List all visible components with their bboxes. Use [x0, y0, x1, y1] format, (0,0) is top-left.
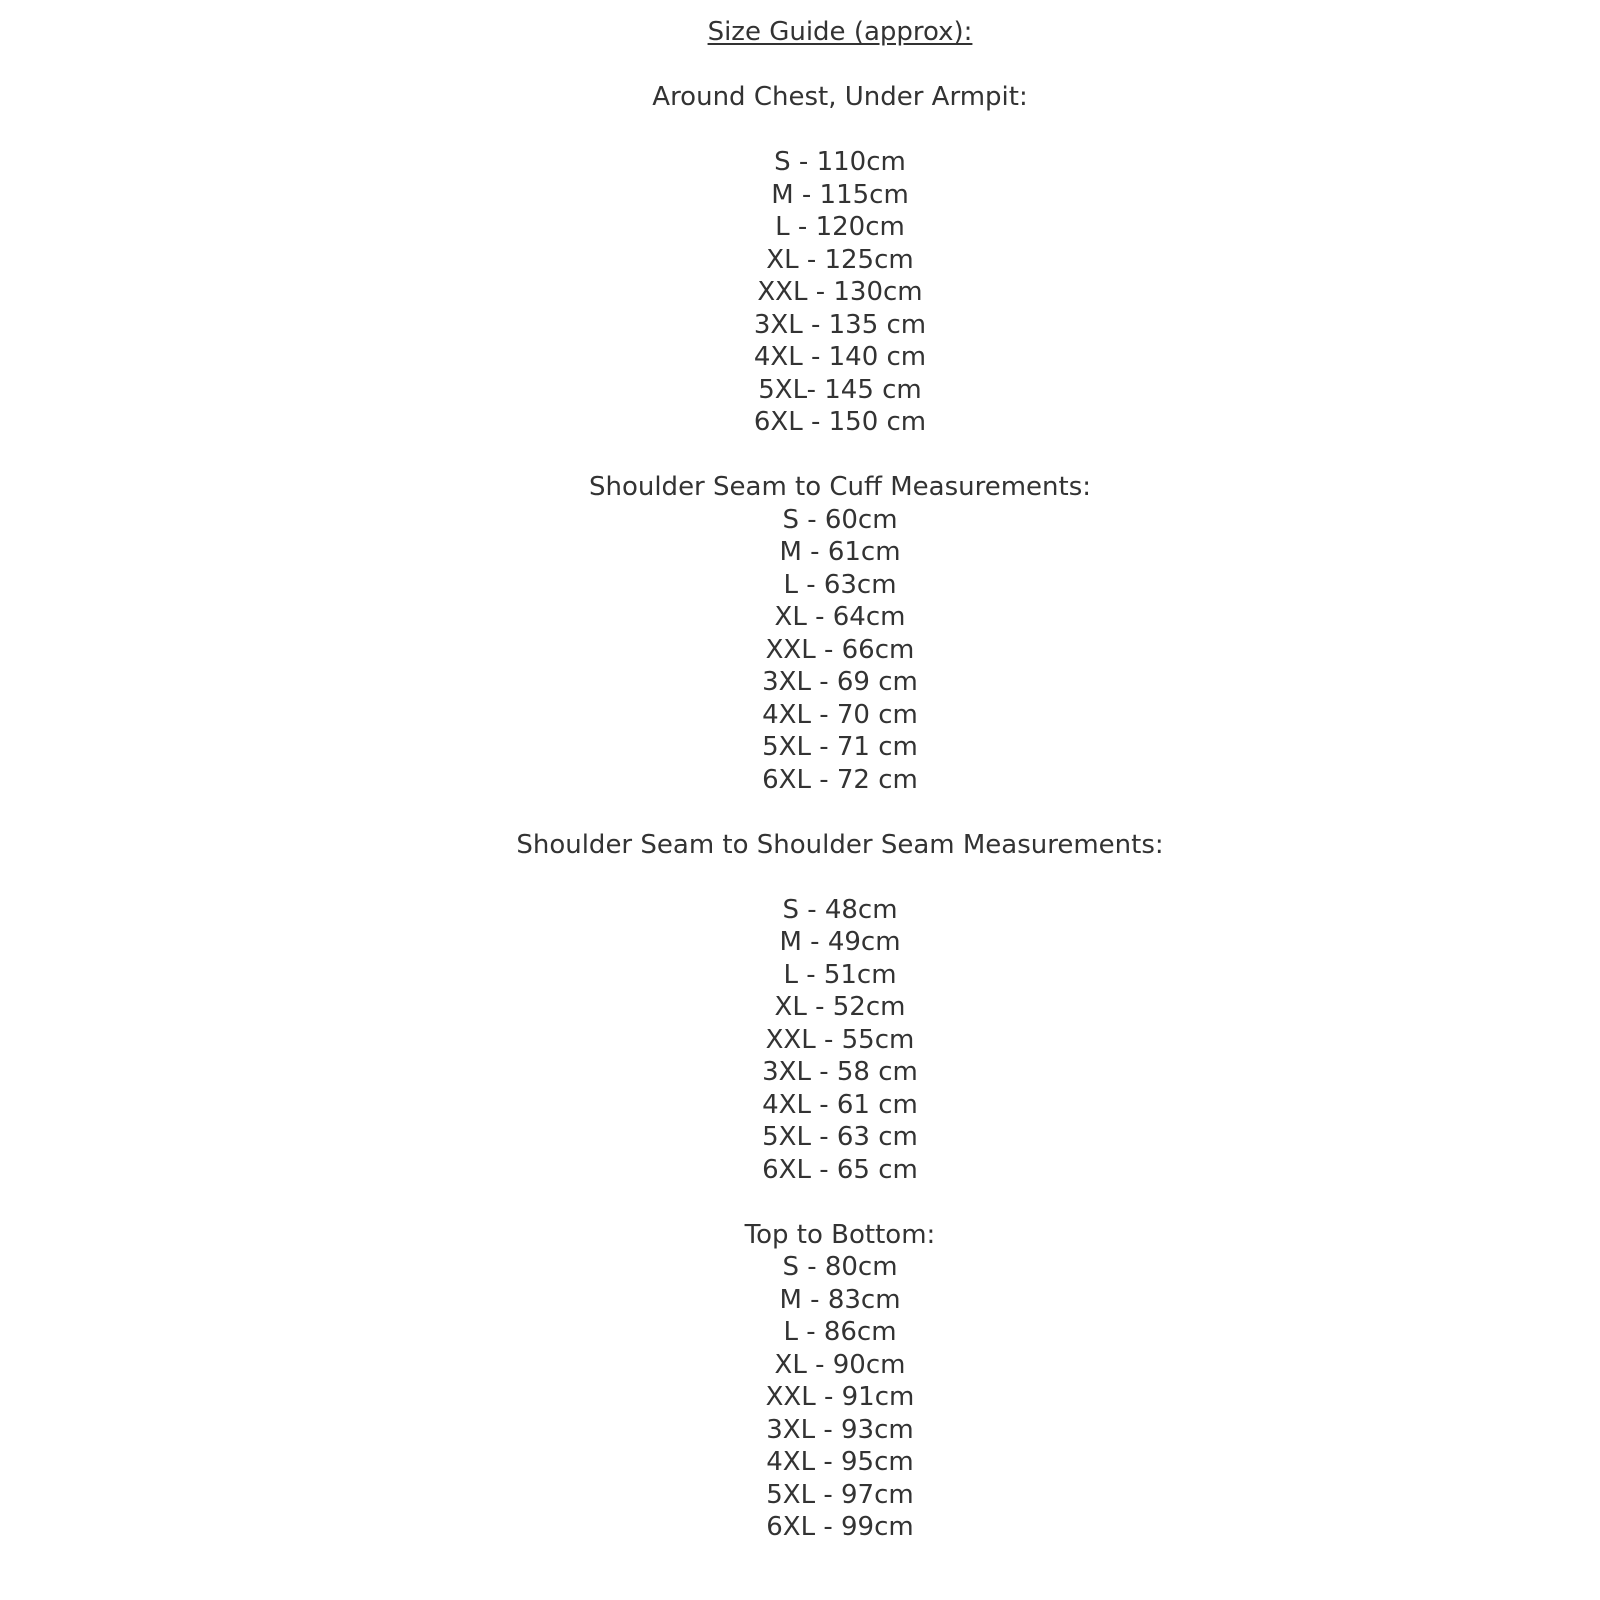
size-row: XL - 64cm — [774, 602, 906, 632]
size-row: 4XL - 95cm — [766, 1447, 914, 1477]
size-list — [80, 894, 1600, 1187]
size-row: XL - 125cm — [766, 244, 914, 275]
section-heading: Top to Bottom: — [744, 1219, 936, 1250]
size-row: XXL - 55cm — [765, 1024, 915, 1055]
size-row: 5XL - 97cm — [766, 1479, 914, 1510]
size-row: M - 83cm — [779, 1284, 901, 1315]
size-row: 4XL - 140 cm — [753, 342, 927, 372]
size-row: 3XL - 69 cm — [762, 667, 918, 697]
size-row: M - 49cm — [779, 927, 901, 957]
size-list — [80, 1251, 1600, 1544]
size-row: XL - 52cm — [774, 992, 906, 1022]
size-row: L - 120cm — [775, 212, 905, 242]
size-row: 6XL - 150 cm — [753, 407, 927, 437]
size-row: XL - 90cm — [774, 1349, 906, 1380]
size-row: 5XL - 71 cm — [762, 732, 918, 762]
size-row: L - 63cm — [783, 569, 897, 600]
size-row: M - 115cm — [771, 179, 909, 210]
size-row: XXL - 66cm — [765, 634, 915, 665]
size-section — [80, 1219, 1600, 1544]
size-row: 4XL - 70 cm — [762, 699, 918, 730]
size-row: XXL - 91cm — [765, 1382, 915, 1412]
size-row: S - 110cm — [774, 147, 906, 177]
size-row: 3XL - 58 cm — [762, 1057, 918, 1087]
size-row: S - 48cm — [782, 894, 898, 925]
size-row: XXL - 130cm — [757, 277, 923, 307]
page-title: Size Guide (approx): — [707, 17, 973, 47]
size-row: M - 61cm — [779, 537, 901, 567]
size-row: 3XL - 93cm — [766, 1414, 914, 1445]
size-row: 6XL - 65 cm — [762, 1154, 918, 1185]
size-row: 4XL - 61 cm — [762, 1089, 918, 1120]
size-sections — [80, 81, 1600, 1544]
section-heading: Shoulder Seam to Cuff Measurements: — [588, 472, 1092, 502]
size-section — [80, 81, 1600, 439]
size-row: 6XL - 72 cm — [762, 764, 918, 795]
size-list — [80, 504, 1600, 797]
size-section — [80, 471, 1600, 796]
section-heading: Around Chest, Under Armpit: — [652, 82, 1028, 112]
size-row: L - 51cm — [783, 959, 897, 990]
size-row: 6XL - 99cm — [766, 1512, 914, 1542]
size-row: S - 60cm — [782, 504, 898, 535]
section-heading: Shoulder Seam to Shoulder Seam Measurements: — [516, 829, 1164, 860]
size-row: 5XL- 145 cm — [758, 374, 922, 405]
size-list — [80, 146, 1600, 439]
size-row: L - 86cm — [783, 1317, 897, 1347]
size-section — [80, 829, 1600, 1187]
size-row: S - 80cm — [782, 1252, 898, 1282]
size-row: 3XL - 135 cm — [753, 309, 927, 340]
size-row: 5XL - 63 cm — [762, 1122, 918, 1152]
